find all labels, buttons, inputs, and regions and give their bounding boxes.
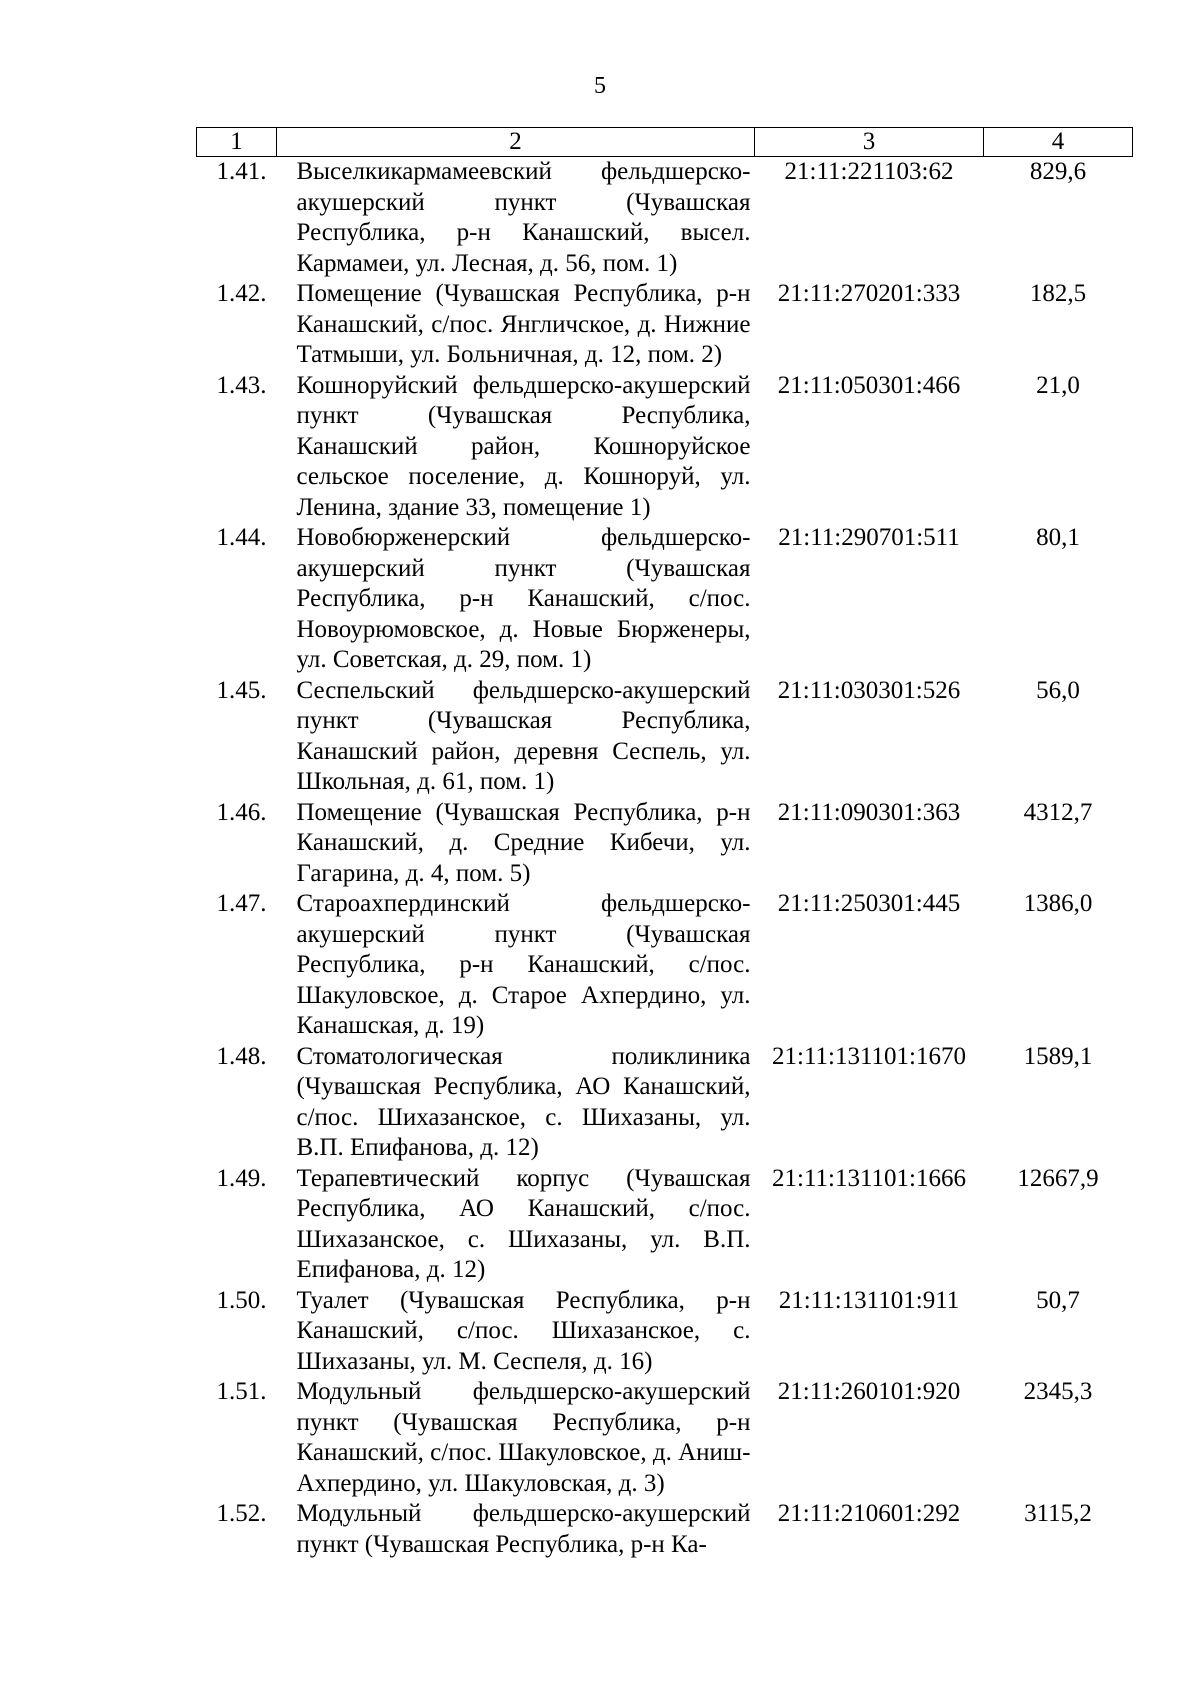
row-description: Модульный фельдшерско-акушерский пункт (Чувашская Республика, р-н Канашский, с/пос. Шакуловское, д. Аниш-Ахпердино, ул. Шакуловская, д. 3): [296, 1378, 751, 1497]
row-description: Выселкикармамеевский фельдшерско-акушерский пункт (Чувашская Республика, р-н Канашский, высел. Кармамеи, ул. Лесная, д. 56, пом. 1): [296, 158, 751, 277]
page-number: 5: [594, 73, 606, 99]
row-area: 80,1: [1036, 524, 1080, 551]
property-table: [196, 127, 1133, 1560]
row-number: 1.41.: [216, 158, 267, 185]
row-number: 1.51.: [216, 1378, 267, 1405]
row-area: 4312,7: [1023, 798, 1093, 826]
row-description: Помещение (Чувашская Республика, р-н Канашский, д. Средние Кибечи, ул. Гагарина, д. 4, пом. 5): [296, 798, 751, 887]
row-number: 1.42.: [216, 280, 267, 307]
table-row: [197, 157, 1133, 280]
row-area: 12667,9: [1017, 1164, 1099, 1192]
row-area: 2345,3: [1023, 1378, 1093, 1405]
row-description: Стоматологическая поликлиника (Чувашская Республика, АО Канашский, с/пос. Шихазанское, с. Шихазаны, ул. В.П. Епифанова, д. 12): [296, 1042, 751, 1161]
row-description: Терапевтический корпус (Чувашская Республика, АО Канашский, с/пос. Шихазанское, с. Шихазаны, ул. В.П. Епифанова, д. 12): [296, 1164, 751, 1283]
row-number: 1.45.: [216, 676, 267, 704]
row-cadastral-number: 21:11:131101:1670: [772, 1042, 966, 1070]
row-number: 1.46.: [216, 798, 267, 826]
row-cadastral-number: 21:11:210601:292: [777, 1500, 961, 1527]
row-description: Новобюрженерский фельдшерско-акушерский пункт (Чувашская Республика, р-н Канашский, с/пос. Новоурюмовское, д. Новые Бюрженеры, ул. Советская, д. 29, пом. 1): [296, 524, 751, 673]
row-area: 56,0: [1036, 676, 1080, 704]
column-header-description: 2: [277, 128, 755, 157]
row-description: Модульный фельдшерско-акушерский пункт (Чувашская Республика, р-н Ка-: [296, 1500, 751, 1558]
row-area: 1386,0: [1023, 890, 1093, 917]
row-description: Кошноруйский фельдшерско-акушерский пункт (Чувашская Республика, Канашский район, Кошноруйское сельское поселение, д. Кошноруй, ул. Ленина, здание 33, помещение 1): [296, 371, 751, 521]
row-number: 1.50.: [216, 1286, 267, 1314]
row-cadastral-number: 21:11:090301:363: [777, 798, 961, 826]
table-row: [197, 1042, 1133, 1164]
column-header-cadastral: 3: [755, 128, 984, 157]
row-cadastral-number: 21:11:030301:526: [777, 676, 961, 704]
column-header-area: 4: [984, 128, 1133, 157]
row-cadastral-number: 21:11:050301:466: [777, 371, 961, 399]
row-cadastral-number: 21:11:290701:511: [778, 524, 960, 551]
row-cadastral-number: 21:11:270201:333: [777, 280, 961, 307]
row-area: 21,0: [1036, 371, 1080, 399]
row-description: Сеспельский фельдшерско-акушерский пункт (Чувашская Республика, Канашский район, деревня Сеспель, ул. Школьная, д. 61, пом. 1): [296, 676, 751, 795]
row-area: 182,5: [1029, 280, 1087, 307]
row-number: 1.48.: [216, 1042, 267, 1070]
row-number: 1.47.: [216, 890, 267, 917]
row-number: 1.52.: [216, 1500, 267, 1527]
row-cadastral-number: 21:11:260101:920: [777, 1378, 961, 1405]
table-row: [197, 889, 1133, 1042]
row-area: 3115,2: [1024, 1500, 1092, 1527]
row-description: Староахпердинский фельдшерско-акушерский пункт (Чувашская Республика, р-н Канашский, с/пос. Шакуловское, д. Старое Ахпердино, ул. Канашская, д. 19): [296, 890, 751, 1039]
row-area: 1589,1: [1023, 1042, 1093, 1070]
table-row: [197, 1164, 1133, 1286]
table-row: [197, 676, 1133, 798]
row-number: 1.43.: [216, 371, 267, 399]
table-row: [197, 523, 1133, 676]
row-area: 829,6: [1029, 158, 1087, 185]
table-header-row: [197, 128, 1133, 157]
table-row: [197, 1499, 1133, 1560]
row-cadastral-number: 21:11:250301:445: [777, 890, 961, 917]
column-header-number: 1: [197, 128, 277, 157]
row-description: Помещение (Чувашская Республика, р-н Канашский, с/пос. Янгличское, д. Нижние Татмыши, ул. Больничная, д. 12, пом. 2): [296, 280, 751, 368]
table-row: [197, 1286, 1133, 1378]
row-number: 1.49.: [216, 1164, 267, 1192]
table-row: [197, 798, 1133, 890]
row-cadastral-number: 21:11:131101:1666: [772, 1164, 966, 1192]
row-cadastral-number: 21:11:131101:911: [778, 1286, 960, 1314]
table-row: [197, 371, 1133, 524]
row-description: Туалет (Чувашская Республика, р-н Канашский, с/пос. Шихазанское, с. Шихазаны, ул. М. Сеспеля, д. 16): [296, 1286, 751, 1375]
row-number: 1.44.: [216, 524, 267, 551]
row-cadastral-number: 21:11:221103:62: [784, 158, 954, 185]
table-row: [197, 279, 1133, 371]
row-area: 50,7: [1036, 1286, 1080, 1314]
table-row: [197, 1377, 1133, 1499]
